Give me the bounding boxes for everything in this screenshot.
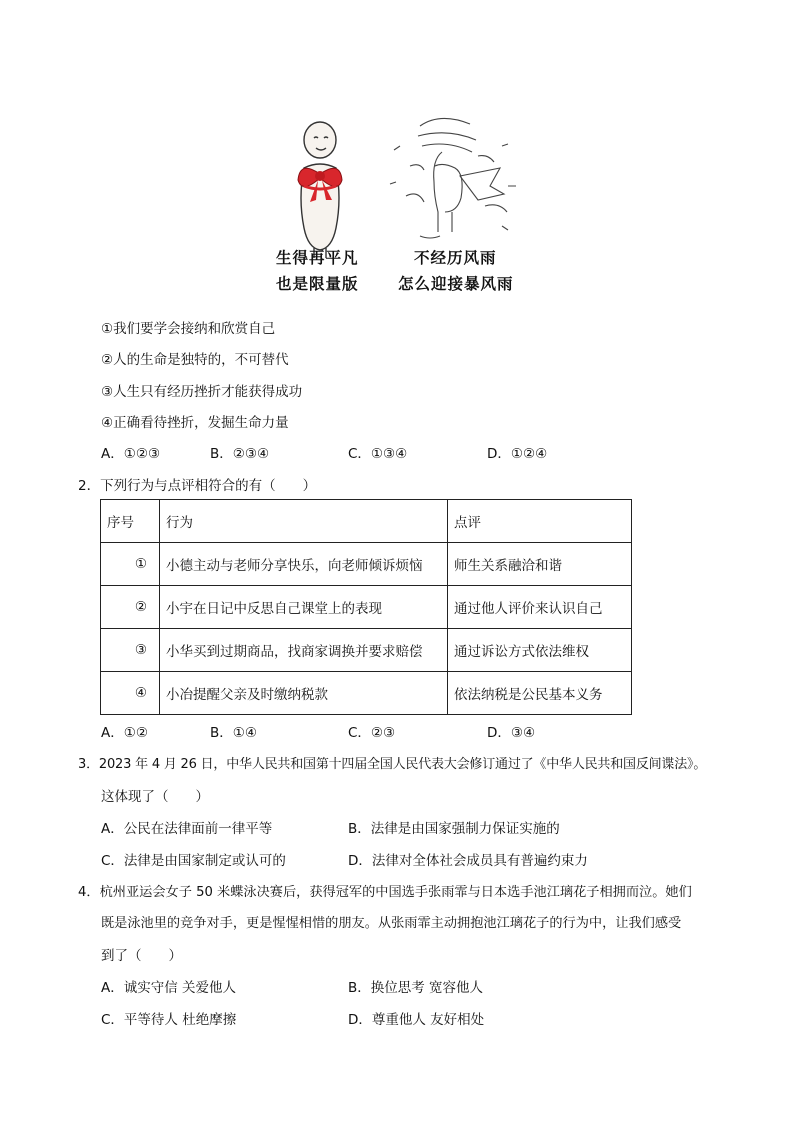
row-comment: 依法纳税是公民基本义务 bbox=[448, 672, 632, 715]
row-behavior: 小德主动与老师分享快乐，向老师倾诉烦恼 bbox=[160, 543, 448, 586]
q1-option-b[interactable]: B．②③④ bbox=[210, 446, 270, 462]
header-number: 序号 bbox=[101, 500, 160, 543]
q3-option-a[interactable]: A．公民在法律面前一律平等 bbox=[101, 821, 273, 837]
q1-option-a[interactable]: A．①②③ bbox=[101, 446, 161, 462]
q1-option-d[interactable]: D．①②④ bbox=[487, 446, 548, 462]
row-comment: 师生关系融洽和谐 bbox=[448, 543, 632, 586]
caption-right-line2: 怎么迎接暴风雨 bbox=[398, 274, 514, 293]
q4-option-a[interactable]: A．诚实守信 关爱他人 bbox=[101, 980, 237, 996]
table-row bbox=[101, 672, 632, 715]
caption-left-line2: 也是限量版 bbox=[276, 274, 359, 293]
q2-option-d[interactable]: D．③④ bbox=[487, 725, 536, 741]
row-number: ③ bbox=[101, 629, 160, 672]
table-row bbox=[101, 586, 632, 629]
q4-stem-line3: 到了（ ） bbox=[101, 948, 182, 964]
q4-option-b[interactable]: B．换位思考 宽容他人 bbox=[348, 980, 484, 996]
q2-table bbox=[100, 499, 632, 715]
figure-in-storm-drawing bbox=[390, 118, 516, 238]
q2-option-b[interactable]: B．①④ bbox=[210, 725, 257, 741]
row-comment: 通过他人评价来认识自己 bbox=[448, 586, 632, 629]
row-number: ① bbox=[101, 543, 160, 586]
q4-option-c[interactable]: C．平等待人 杜绝摩擦 bbox=[101, 1012, 237, 1028]
caption-right-line1: 不经历风雨 bbox=[414, 248, 497, 267]
q3-option-b[interactable]: B．法律是由国家强制力保证实施的 bbox=[348, 821, 560, 837]
row-behavior: 小宇在日记中反思自己课堂上的表现 bbox=[160, 586, 448, 629]
header-comment: 点评 bbox=[448, 500, 632, 543]
q1-statement: ①我们要学会接纳和欣赏自己 bbox=[101, 321, 276, 337]
caption-left-line1: 生得再平凡 bbox=[276, 248, 359, 267]
q4-stem-line1: 4．杭州亚运会女子 50 米蝶泳决赛后，获得冠军的中国选手张雨霏与日本选手池江璃花子相拥而泣。她们 bbox=[78, 885, 692, 900]
q1-option-c[interactable]: C．①③④ bbox=[348, 446, 408, 462]
q3-option-c[interactable]: C．法律是由国家制定或认可的 bbox=[101, 853, 286, 869]
row-number: ② bbox=[101, 586, 160, 629]
row-behavior: 小冶提醒父亲及时缴纳税款 bbox=[160, 672, 448, 715]
q3-option-d[interactable]: D．法律对全体社会成员具有普遍约束力 bbox=[348, 853, 588, 869]
q1-statement: ④正确看待挫折，发掘生命力量 bbox=[101, 415, 289, 431]
q1-statement: ②人的生命是独特的，不可替代 bbox=[101, 352, 289, 368]
table-header-row bbox=[101, 500, 632, 543]
table-row bbox=[101, 543, 632, 586]
row-comment: 通过诉讼方式依法维权 bbox=[448, 629, 632, 672]
q4-stem-line2: 既是泳池里的竞争对手，更是惺惺相惜的朋友。从张雨霏主动拥抱池江璃花子的行为中，让我们感受 bbox=[101, 916, 682, 931]
row-behavior: 小华买到过期商品，找商家调换并要求赔偿 bbox=[160, 629, 448, 672]
table-row bbox=[101, 629, 632, 672]
q1-statement: ③人生只有经历挫折才能获得成功 bbox=[101, 384, 303, 400]
q2-stem: 2．下列行为与点评相符合的有（ ） bbox=[78, 478, 317, 494]
q3-stem-line2: 这体现了（ ） bbox=[101, 789, 209, 805]
q2-option-a[interactable]: A．①② bbox=[101, 725, 148, 741]
header-behavior: 行为 bbox=[160, 500, 448, 543]
row-number: ④ bbox=[101, 672, 160, 715]
q3-stem-line1: 3．2023 年 4 月 26 日，中华人民共和国第十四届全国人民代表大会修订通过了《中华人民共和国反间谍法》。 bbox=[78, 757, 707, 772]
q4-option-d[interactable]: D．尊重他人 友好相处 bbox=[348, 1012, 485, 1028]
q2-option-c[interactable]: C．②③ bbox=[348, 725, 396, 741]
